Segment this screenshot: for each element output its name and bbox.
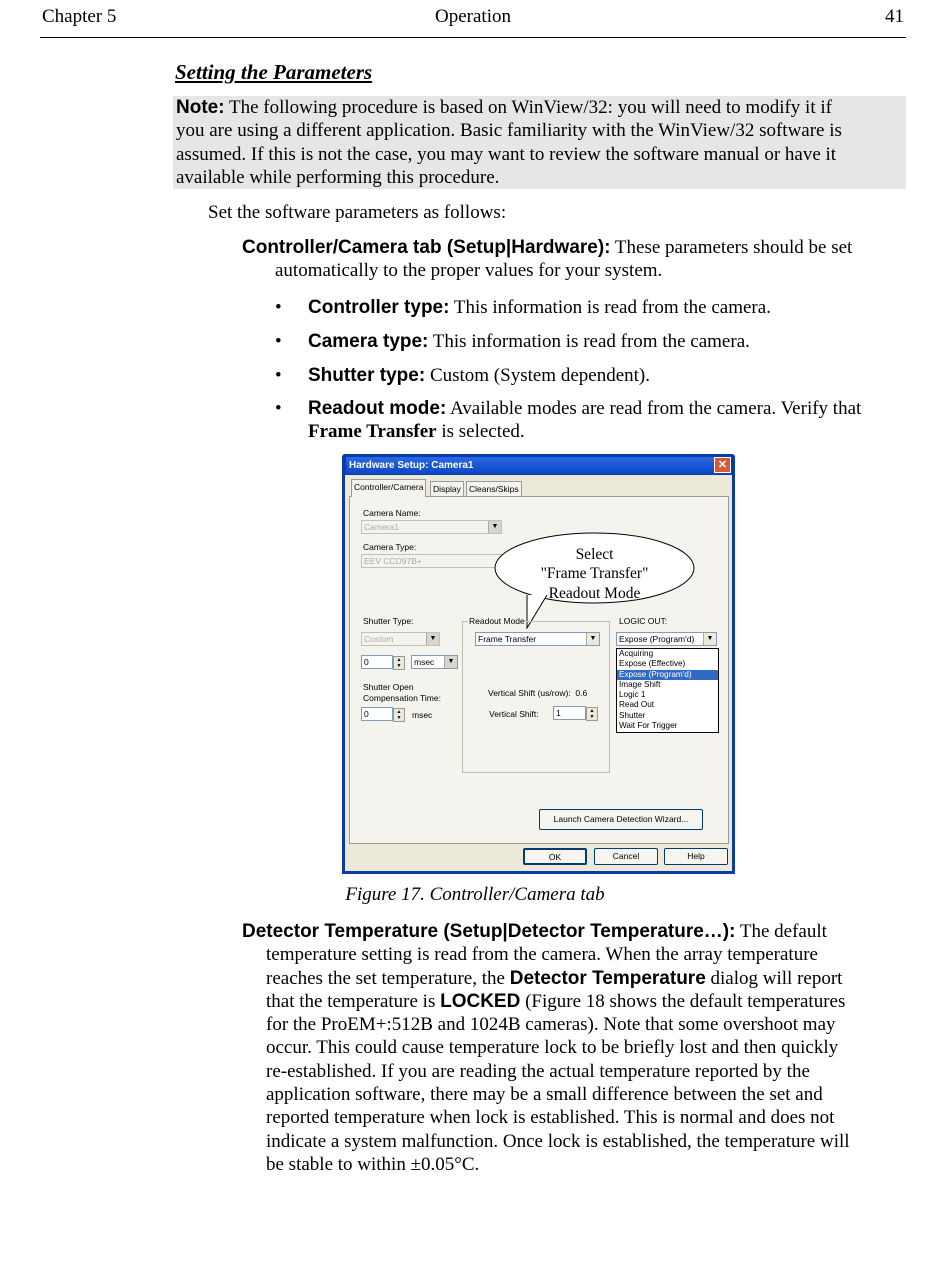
paragraph-text: temperature setting is read from the camera. When the array temperature <box>266 944 818 966</box>
vertical-shift-input[interactable] <box>553 706 595 720</box>
bullet-label: Readout mode: <box>308 398 447 419</box>
compensation-label-line: Shutter Open <box>363 682 414 692</box>
shutter-time-input[interactable] <box>361 655 402 669</box>
callout-line: "Frame Transfer" <box>540 565 649 583</box>
ok-button[interactable]: OK <box>523 848 587 865</box>
compensation-label-line: Compensation Time: <box>363 693 441 703</box>
intro-text: Set the software parameters as follows: <box>208 202 507 223</box>
bullet-label: Shutter type: <box>308 365 426 386</box>
shutter-type-select[interactable] <box>361 632 440 646</box>
tab-cleans-skips[interactable]: Cleans/Skips <box>466 481 522 496</box>
camera-type-select[interactable] <box>361 554 502 568</box>
compensation-time-value: 0 <box>364 709 369 719</box>
dropdown-option[interactable]: Acquiring <box>619 649 654 658</box>
controller-tab-text: These parameters should be set <box>610 237 853 258</box>
readout-mode-value: Frame Transfer <box>478 634 537 644</box>
controller-tab-text: automatically to the proper values for your system. <box>275 260 663 282</box>
page-number: 41 <box>885 6 904 27</box>
chevron-down-icon: ▼ <box>488 521 501 533</box>
bullet-text: Available modes are read from the camera. Verify that <box>446 398 862 419</box>
paragraph-bold: Detector Temperature <box>509 967 706 989</box>
camera-name-label: Camera Name: <box>363 508 421 518</box>
paragraph-text: indicate a system malfunction. Once lock is established, the temperature will <box>266 1130 850 1152</box>
paragraph-text: The default <box>735 921 827 942</box>
spin-arrows-icon[interactable]: ▲ ▼ <box>393 656 405 670</box>
list-item <box>308 296 771 319</box>
vertical-shift-label: Vertical Shift: <box>489 709 539 719</box>
cancel-button[interactable]: Cancel <box>594 848 658 865</box>
camera-name-select[interactable] <box>361 520 502 534</box>
logic-out-select[interactable] <box>616 632 717 646</box>
paragraph-text: for the ProEM+:512B and 1024B cameras). Note that some overshoot may <box>266 1014 836 1036</box>
shutter-type-value: Custom <box>364 634 394 644</box>
paragraph-text: occur. This could cause temperature lock to be briefly lost and then quickly <box>266 1037 839 1059</box>
detector-temperature-label: Detector Temperature (Setup|Detector Temperature…): <box>242 921 736 942</box>
spin-arrows-icon[interactable]: ▲ ▼ <box>586 707 598 721</box>
compensation-time-input[interactable] <box>361 707 402 721</box>
tab-display[interactable]: Display <box>430 481 464 496</box>
spin-arrows-icon[interactable]: ▲ ▼ <box>393 708 405 722</box>
note-line: assumed. If this is not the case, you may want to review the software manual or have it <box>176 143 837 165</box>
shutter-type-label: Shutter Type: <box>363 616 414 626</box>
bullet-label: Controller type: <box>308 297 450 318</box>
list-item <box>308 330 750 353</box>
chevron-down-icon: ▼ <box>703 633 716 645</box>
logic-out-dropdown-list <box>616 648 719 733</box>
vertical-shift-rate-value: 0.6 <box>575 688 588 698</box>
controller-tab-paragraph <box>242 236 907 283</box>
dropdown-option[interactable]: Wait For Trigger <box>619 721 678 731</box>
dropdown-option[interactable]: Expose (Effective) <box>619 659 686 669</box>
paragraph-text: be stable to within ±0.05°C. <box>266 1153 480 1175</box>
note-label: Note: <box>176 97 225 118</box>
dropdown-option-selected[interactable]: Expose (Program'd) <box>617 670 718 680</box>
compensation-unit: msec <box>412 710 433 720</box>
chevron-down-icon: ▼ <box>426 633 439 645</box>
shutter-time-value: 0 <box>364 657 369 667</box>
readout-mode-label: Readout Mode <box>469 616 525 626</box>
dropdown-option[interactable]: Logic 1 <box>619 690 646 700</box>
bullet-text: Custom (System dependent). <box>425 365 650 386</box>
bullet-mark: • <box>275 297 282 318</box>
list-item <box>308 397 906 444</box>
tab-controller-camera[interactable]: Controller/Camera <box>351 479 426 497</box>
shutter-unit-value: msec <box>414 657 435 667</box>
bullet-mark: • <box>275 398 282 419</box>
paragraph-text: application software, there may be a small difference between the set and <box>266 1084 823 1106</box>
vertical-shift-rate <box>488 688 587 698</box>
paragraph-text: re-established. If you are reading the actual temperature reported by the <box>266 1060 810 1082</box>
paragraph-text: (Figure 18 shows the default temperatures <box>520 990 846 1012</box>
help-button[interactable]: Help <box>664 848 728 865</box>
launch-wizard-button[interactable]: Launch Camera Detection Wizard... <box>539 809 703 830</box>
logic-out-value: Expose (Program'd) <box>619 634 695 644</box>
camera-type-value: EEV CCD97B+ <box>364 556 422 566</box>
header-rule <box>40 37 906 38</box>
list-item <box>308 364 650 387</box>
note-line: available while performing this procedure. <box>176 166 500 188</box>
controller-tab-label: Controller/Camera tab (Setup|Hardware): <box>242 237 611 258</box>
paragraph-text: that the temperature is <box>266 990 441 1012</box>
chapter-label: Chapter 5 <box>42 6 117 27</box>
vertical-shift-rate-label: Vertical Shift (us/row): <box>488 688 571 698</box>
note-line: you are using a different application. Basic familiarity with the WinView/32 software is <box>176 120 842 142</box>
note-line: The following procedure is based on WinView/32: you will need to modify it if <box>224 97 832 118</box>
camera-name-value: Camera1 <box>364 522 399 532</box>
note-text <box>176 96 904 189</box>
paragraph-bold: LOCKED <box>440 990 521 1012</box>
paragraph-text: reported temperature when lock is established. This is normal and does not <box>266 1107 835 1129</box>
callout-text <box>494 545 695 603</box>
callout-line: Select <box>575 546 614 563</box>
dropdown-option[interactable]: Read Out <box>619 700 655 710</box>
callout-line: Readout Mode <box>548 584 641 602</box>
shutter-unit-select[interactable] <box>411 655 458 669</box>
compensation-time-label <box>363 682 441 704</box>
paragraph-text: dialog will report <box>705 967 843 989</box>
chevron-down-icon: ▼ <box>444 656 457 668</box>
camera-type-label: Camera Type: <box>363 542 417 552</box>
bullet-bold-text: Frame Transfer <box>308 421 437 443</box>
running-title: Operation <box>435 6 511 27</box>
section-title: Setting the Parameters <box>175 60 373 84</box>
detector-temperature-paragraph <box>242 920 907 1176</box>
dropdown-option[interactable]: Shutter <box>619 710 646 720</box>
paragraph-text: reaches the set temperature, the <box>266 967 510 989</box>
dialog-title: Hardware Setup: Camera1 <box>346 457 731 474</box>
vertical-shift-value: 1 <box>556 708 561 718</box>
chevron-down-icon: ▼ <box>586 633 599 645</box>
bullet-mark: • <box>275 331 282 352</box>
bullet-label: Camera type: <box>308 331 429 352</box>
bullet-text: is selected. <box>436 421 525 443</box>
figure-caption: Figure 17. Controller/Camera tab <box>345 884 605 905</box>
bullet-text: This information is read from the camera. <box>449 297 771 318</box>
readout-mode-select[interactable] <box>475 632 600 646</box>
bullet-text: This information is read from the camera. <box>428 331 750 352</box>
bullet-mark: • <box>275 365 282 386</box>
close-icon[interactable]: ✕ <box>714 457 731 473</box>
dropdown-option[interactable]: Image Shift <box>619 679 661 689</box>
note-box <box>173 96 906 189</box>
logic-out-label: LOGIC OUT: <box>619 616 668 626</box>
